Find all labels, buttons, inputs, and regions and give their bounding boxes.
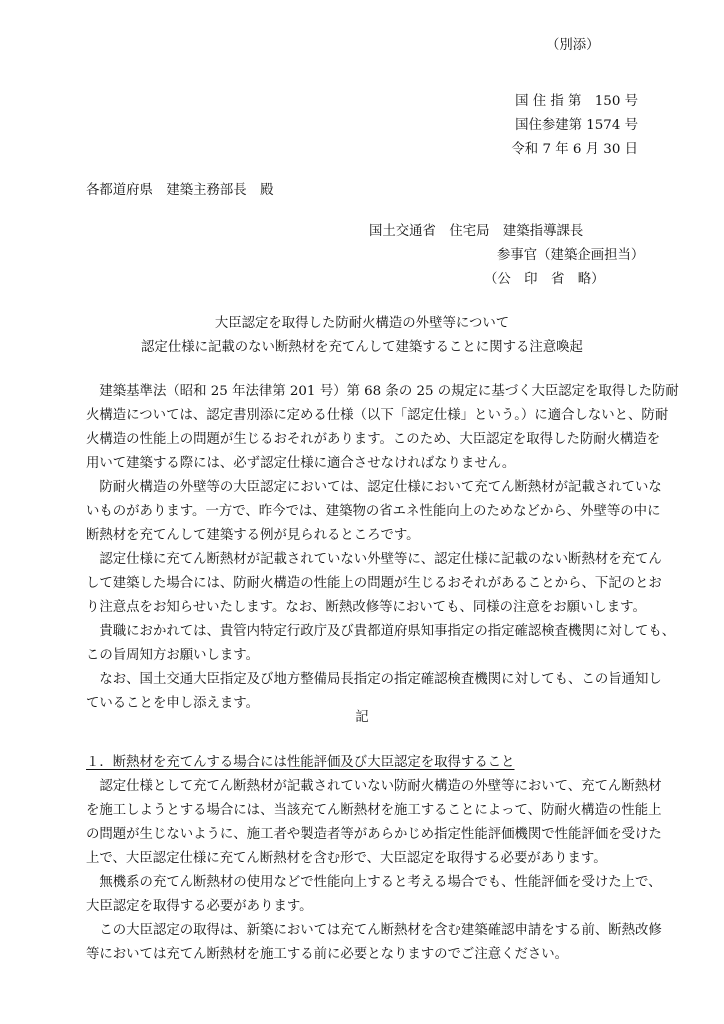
body-line: ていることを申し添えます。 xyxy=(86,696,260,711)
section-line: を施工しようとする場合には、当該充てん断熱材を施工することによって、防耐火構造の性能上 xyxy=(86,803,662,818)
body-line: り注意点をお知らせいたします。なお、断熱改修等においても、同様の注意をお願いします。 xyxy=(86,600,646,615)
section-line: 認定仕様として充てん断熱材が記載されていない防耐火構造の外壁等において、充てん断熱材 xyxy=(86,779,662,794)
body-line: なお、国土交通大臣指定及び地方整備局長指定の指定確認検査機関に対しても、この旨通知し xyxy=(86,672,662,687)
section-line: 大臣認定を取得する必要があります。 xyxy=(86,899,313,914)
body-line: 防耐火構造の外壁等の大臣認定においては、認定仕様において充てん断熱材が記載されていな xyxy=(86,480,662,495)
document-date: 令和 7 年 6 月 30 日 xyxy=(511,142,638,157)
sender-line-2: 参事官（建築企画担当） xyxy=(497,248,645,263)
document-number-1: 国 住 指 第 150 号 xyxy=(515,94,638,109)
body-line: 建築基準法（昭和 25 年法律第 201 号）第 68 条の 25 の規定に基づく大臣認定を取得した防耐 xyxy=(86,384,679,399)
body-line: 火構造については、認定書別添に定める仕様（以下「認定仕様」という。）に適合しないと、防耐 xyxy=(86,408,669,423)
body-line: 貴職におかれては、貴管内特定行政庁及び貴都道府県知事指定の指定確認検査機関に対しても、 xyxy=(86,624,676,639)
body-line: この旨周知方お願いします。 xyxy=(86,648,260,663)
section-1-heading: １．断熱材を充てんする場合には性能評価及び大臣認定を取得すること xyxy=(86,755,515,770)
body-line: 断熱材を充てんして建築する例が見られるところです。 xyxy=(86,528,420,543)
title-line-2: 認定仕様に記載のない断熱材を充てんして建築することに関する注意喚起 xyxy=(141,340,583,355)
section-line: 等においては充てん断熱材を施工する前に必要となりますのでご注意ください。 xyxy=(86,947,569,962)
document-number-2: 国住参建第 1574 号 xyxy=(515,118,638,133)
body-line: 用いて建築する際には、必ず認定仕様に適合させなければなりません。 xyxy=(86,456,516,471)
section-line: この大臣認定の取得は、新築においては充てん断熱材を含む建築確認申請をする前、断熱改修 xyxy=(86,923,662,938)
section-line: 上で、大臣認定仕様に充てん断熱材を含む形で、大臣認定を取得する必要があります。 xyxy=(86,851,607,866)
attachment-label: （別添） xyxy=(546,38,600,53)
ki-note-label xyxy=(0,706,724,725)
body-line: 認定仕様に充てん断熱材が記載されていない外壁等に、認定仕様に記載のない断熱材を充てん xyxy=(86,552,662,567)
sender-line-1: 国土交通省 住宅局 建築指導課長 xyxy=(369,224,584,239)
title-line-1: 大臣認定を取得した防耐火構造の外壁等について xyxy=(214,316,510,331)
body-line: 火構造の性能上の問題が生じるおそれがあります。このため、大臣認定を取得した防耐火構造を xyxy=(86,432,661,447)
body-line: いものがあります。一方で、昨今では、建築物の省エネ性能向上のためなどから、外壁等の中に xyxy=(86,504,661,519)
section-line: の問題が生じないように、施工者や製造者等があらかじめ指定性能評価機関で性能評価を受けた xyxy=(86,827,662,842)
addressee: 各都道府県 建築主務部長 殿 xyxy=(86,183,274,198)
section-line: 無機系の充てん断熱材の使用などで性能向上すると考える場合でも、性能評価を受けた上で、 xyxy=(86,875,662,890)
ki-label: 記 xyxy=(355,710,369,725)
seal-omitted: （公 印 省 略） xyxy=(484,272,605,287)
body-line: して建築した場合には、防耐火構造の性能上の問題が生じるおそれがあることから、下記のとお xyxy=(86,576,662,591)
